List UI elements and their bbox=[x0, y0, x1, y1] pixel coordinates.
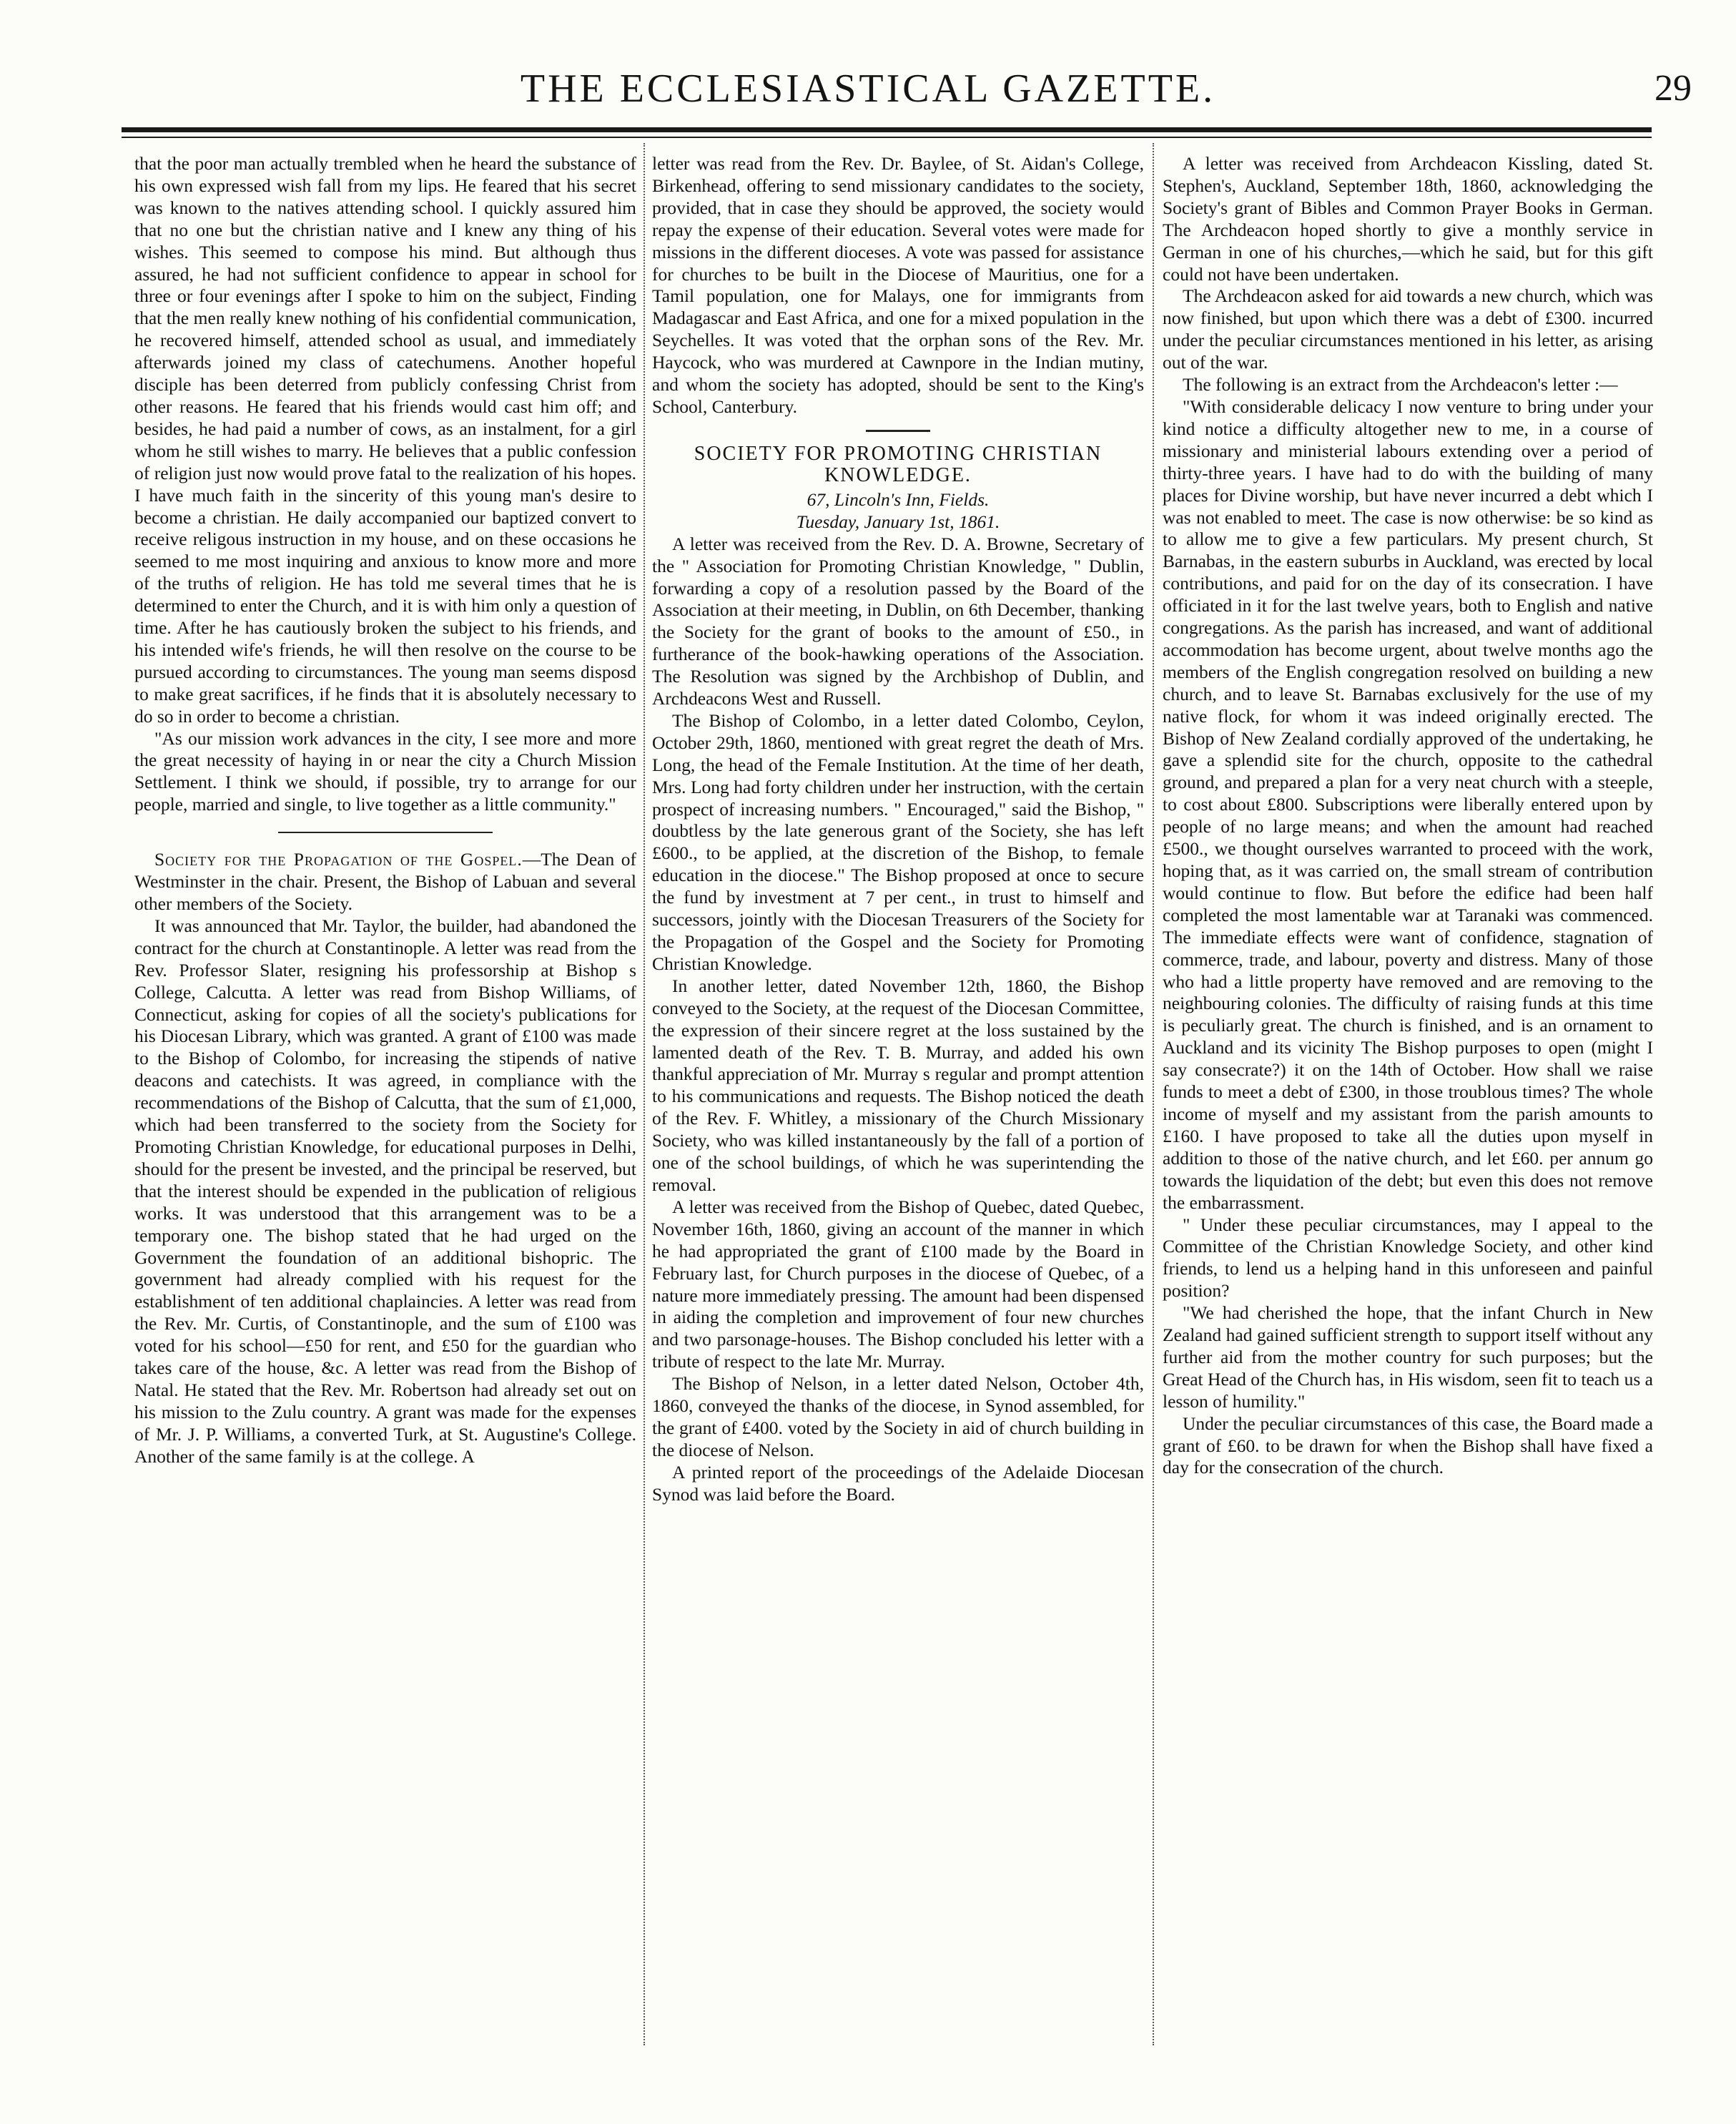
section-rule bbox=[866, 430, 930, 432]
column-3 bbox=[1163, 153, 1653, 2070]
paragraph: A letter was received from Archdeacon Kissling, dated St. Stephen's, Auckland, September 18th, 1860, acknowledging the Society's grant of Bibles and Common Prayer Books in German. The Archdeacon hoped shortly to give a monthly service in German in one of his churches,—which he said, but for this gift could not have been undertaken. bbox=[1163, 153, 1653, 285]
paragraph bbox=[134, 849, 636, 915]
header-rule-thick bbox=[122, 127, 1652, 132]
paragraph: that the poor man actually trembled when he heard the substance of his own expressed wish fall from my lips. He feared that his secret was known to the natives attending school. I quickly assured him that no one but the christian native and I knew any thing of his wishes. This seemed to compose his mind. But although thus assured, he had not sufficient confidence to appear in school for three or four evenings after I spoke to him on the subject, Finding that the men really knew nothing of his confidential communication, he recovered himself, attended school as usual, and immediately afterwards joined my class of catechumens. Another hopeful disciple has been deterred from publicly confessing Christ from other reasons. He feared that his friends would cast him off; and besides, he had paid a number of cows, as an instalment, for a girl whom he still wishes to marry. He believes that a public confession of religion just now would prove fatal to the realization of his hopes. I have much faith in the sincerity of this young man's desire to become a christian. He daily accompanied our baptized convert to receive religous instruction in my house, and on these occasions he seemed to me most inquiring and anxious to know more and more of the truths of religion. He has told me several times that he is determined to enter the Church, and it is with him only a question of time. After he has cautiously broken the subject to his friends, and his intended wife's friends, he will then resolve on the course to be pursued according to circumstances. The young man seems disposd to make great sacrifices, if he finds that it is absolutely necessary to do so in order to become a christian. bbox=[134, 153, 636, 727]
page-number: 29 bbox=[1654, 68, 1692, 109]
section-rule bbox=[278, 832, 493, 833]
paragraph: The Archdeacon asked for aid towards a new church, which was now finished, but upon which there was a debt of £300. incurred under the peculiar circumstances mentioned in his letter, as arising out of the war. bbox=[1163, 285, 1653, 373]
paragraph: The following is an extract from the Archdeacon's letter :— bbox=[1183, 374, 1618, 395]
paragraph: "We had cherished the hope, that the infant Church in New Zealand had gained sufficient strength to support itself without any further aid from the mother country for such purposes; but the Great Head of the Church has, in His wisdom, seen fit to teach us a lesson of humility." bbox=[1163, 1302, 1653, 1412]
paragraph: It was announced that Mr. Taylor, the builder, had abandoned the contract for the church at Constantinople. A letter was read from the Rev. Professor Slater, resigning his professorship at Bishop s College, Calcutta. A letter was read from Bishop Williams, of Connecticut, asking for copies of all the society's publications for his Diocesan Library, which was granted. A grant of £100 was made to the Bishop of Colombo, for increasing the stipends of native deacons and catechists. It was agreed, in compliance with the recommendations of the Bishop of Calcutta, that the sum of £1,000, which had been transferred to the society from the Society for Promoting Christian Knowledge, for educational purposes in Delhi, should for the present be invested, and the principal be reserved, but that the interest should be expended in the publication of religious works. It was understood that this arrangement was to be a temporary one. The bishop stated that he had urged on the Government the foundation of an additional bishopric. The government had already complied with his request for the establishment of ten additional chaplaincies. A letter was read from the Rev. Mr. Curtis, of Constantinople, and the sum of £100 was voted for his school—£50 for rent, and £50 for the guardian who takes care of the house, &c. A letter was read from the Bishop of Natal. He stated that the Rev. Mr. Robertson had already set out on his mission to the Zulu country. A grant was made for the expenses of Mr. J. P. Williams, a converted Turk, at St. Augustine's College. Another of the same family is at the college. A bbox=[134, 915, 636, 1467]
masthead bbox=[0, 60, 1736, 117]
paragraph: Under the peculiar circumstances of this case, the Board made a grant of £60. to be drawn for when the Bishop shall have fixed a day for the consecration of the church. bbox=[1163, 1412, 1653, 1478]
section-heading-spck: SOCIETY FOR PROMOTING CHRISTIAN KNOWLEDGE. bbox=[694, 442, 1103, 486]
paragraph-text: —The Dean of Westminster in the chair. Present, the Bishop of Labuan and several other members of the Society. bbox=[134, 849, 636, 914]
header-rule-thin bbox=[122, 137, 1652, 138]
column-1 bbox=[134, 153, 636, 2070]
paragraph: " Under these peculiar circumstances, may I appeal to the Committee of the Christian Knowledge Society, and other kind friends, to lend us a helping hand in this unforeseen and painful position? bbox=[1163, 1214, 1653, 1302]
paragraph: letter was read from the Rev. Dr. Baylee, of St. Aidan's College, Birkenhead, offering to send missionary candidates to the society, provided, that in case they should be approved, the society would repay the expense of their education. Several votes were made for missions in the different dioceses. A vote was passed for assistance for churches to be built in the Diocese of Mauritius, one for a Tamil population, one for Malays, one for immigrants from Madagascar and East Africa, and one for a mixed population in the Seychelles. It was voted that the orphan sons of the Rev. Mr. Haycock, who was murdered at Cawnpore in the Indian mutiny, and whom the society has adopted, should be sent to the King's School, Canterbury. bbox=[652, 153, 1144, 417]
page-title: THE ECCLESIASTICAL GAZETTE. bbox=[520, 67, 1216, 111]
column-divider-2 bbox=[1153, 143, 1154, 2045]
address-line: 67, Lincoln's Inn, Fields. bbox=[807, 488, 990, 510]
paragraph: In another letter, dated November 12th, 1860, the Bishop conveyed to the Society, at the request of the Diocesan Committee, the expression of their sincere regret at the loss sustained by the lamented death of the Rev. T. B. Murray, and added his own thankful appreciation of Mr. Murray s regular and prompt attention to his communications and requests. The Bishop noticed the death of the Rev. F. Whitley, a missionary of the Church Missionary Society, who was killed instantaneously by the fall of a portion of one of the school buildings, of which he was superintending the removal. bbox=[652, 975, 1144, 1195]
paragraph: A printed report of the proceedings of the Adelaide Diocesan Synod was laid before the Board. bbox=[652, 1461, 1144, 1505]
paragraph: "With considerable delicacy I now venture to bring under your kind notice a difficulty altogether new to me, in a course of missionary and ministerial labours extending over a period of thirty-three years. I have had to do with the building of many places for Divine worship, but have never incurred a debt which I was not enabled to meet. The case is now otherwise: be so kind as to allow me to give a few particulars. My present church, St Barnabas, in the eastern suburbs in Auckland, was erected by local contributions, and paid for on the day of its consecration. I have officiated in it for the last twelve years, both to English and native congregations. As the parish has increased, and want of additional accommodation has become urgent, about twelve months ago the members of the English congregation resolved on building a new church, and to leave St. Barnabas exclusively for the use of my native flock, for whom it was indeed originally erected. The Bishop of New Zealand cordially approved of the undertaking, he gave a splendid site for the church, opposite to the cathedral ground, and prepared a plan for a very neat church with a steeple, to cost about £800. Subscriptions were liberally entered upon by people of no large means; and when the amount had reached £500., we thought ourselves warranted to proceed with the work, hoping that, as it was carried on, the small stream of contribution would continue to flow. But before the edifice had been half completed the most lamentable war at Taranaki was commenced. The immediate effects were want of confidence, stagnation of commerce, trade, and labour, poverty and distress. Many of those who had a little property have removed and are removing to the neighbouring colonies. The difficulty of raising funds at this time is peculiarly great. The church is finished, and is an ornament to Auckland and its vicinity The Bishop purposes to open (might I say consecrate?) it on the 14th of October. How shall we raise funds to meet a debt of £300, in those troublous times? The whole income of myself and my assistant from the parish amounts to £160. I have proposed to take all the duties upon myself in addition to those of the native church, and let £60. per annum go towards the liquidation of the debt; but even this does not remove the embarrassment. bbox=[1163, 395, 1653, 1213]
paragraph: The Bishop of Nelson, in a letter dated Nelson, October 4th, 1860, conveyed the thanks of the diocese, in Synod assembled, for the grant of £400. voted by the Society in aid of church building in the diocese of Nelson. bbox=[652, 1373, 1144, 1460]
date-line: Tuesday, January 1st, 1861. bbox=[796, 511, 1000, 532]
paragraph: The Bishop of Colombo, in a letter dated Colombo, Ceylon, October 29th, 1860, mentioned with great regret the death of Mrs. Long, the head of the Female Institution. At the time of her death, Mrs. Long had forty children under her instruction, with the certain prospect of increasing numbers. " Encouraged," said the Bishop, " doubtless by the late generous grant of the Society, she has left £600., to be applied, at the discretion of the Bishop, to female education in the diocese." The Bishop proposed at once to secure the fund by investment at 7 per cent., in trust to himself and successors, jointly with the Diocesan Treasurers of the Society for the Propagation of the Gospel and the Society for Promoting Christian Knowledge. bbox=[652, 709, 1144, 974]
paragraph: A letter was received from the Bishop of Quebec, dated Quebec, November 16th, 1860, giving an account of the manner in which he had appropriated the grant of £100 made by the Board in February last, for Church purposes in the diocese of Quebec, of a nature more immediately pressing. The amount had been dispensed in aiding the completion and improvement of four new churches and two parsonage-houses. The Bishop concluded his letter with a tribute of respect to the late Mr. Murray. bbox=[652, 1196, 1144, 1372]
paragraph: "As our mission work advances in the city, I see more and more the great necessity of haying in or near the city a Church Mission Settlement. I think we should, if possible, try to arrange for our people, married and single, to live together as a little community." bbox=[134, 727, 636, 815]
column-2 bbox=[652, 153, 1144, 2070]
section-heading-spg: Society for the Propagation of the Gospel. bbox=[154, 849, 523, 870]
column-divider-1 bbox=[643, 143, 645, 2045]
paragraph: A letter was received from the Rev. D. A. Browne, Secretary of the " Association for Promoting Christian Knowledge, " Dublin, forwarding a copy of a resolution passed by the Board of the Association at their meeting, in Dublin, on 6th December, thanking the Society for the grant of books to the amount of £50., in furtherance of the book-hawking operations of the Association. The Resolution was signed by the Archbishop of Dublin, and Archdeacons West and Russell. bbox=[652, 533, 1144, 709]
